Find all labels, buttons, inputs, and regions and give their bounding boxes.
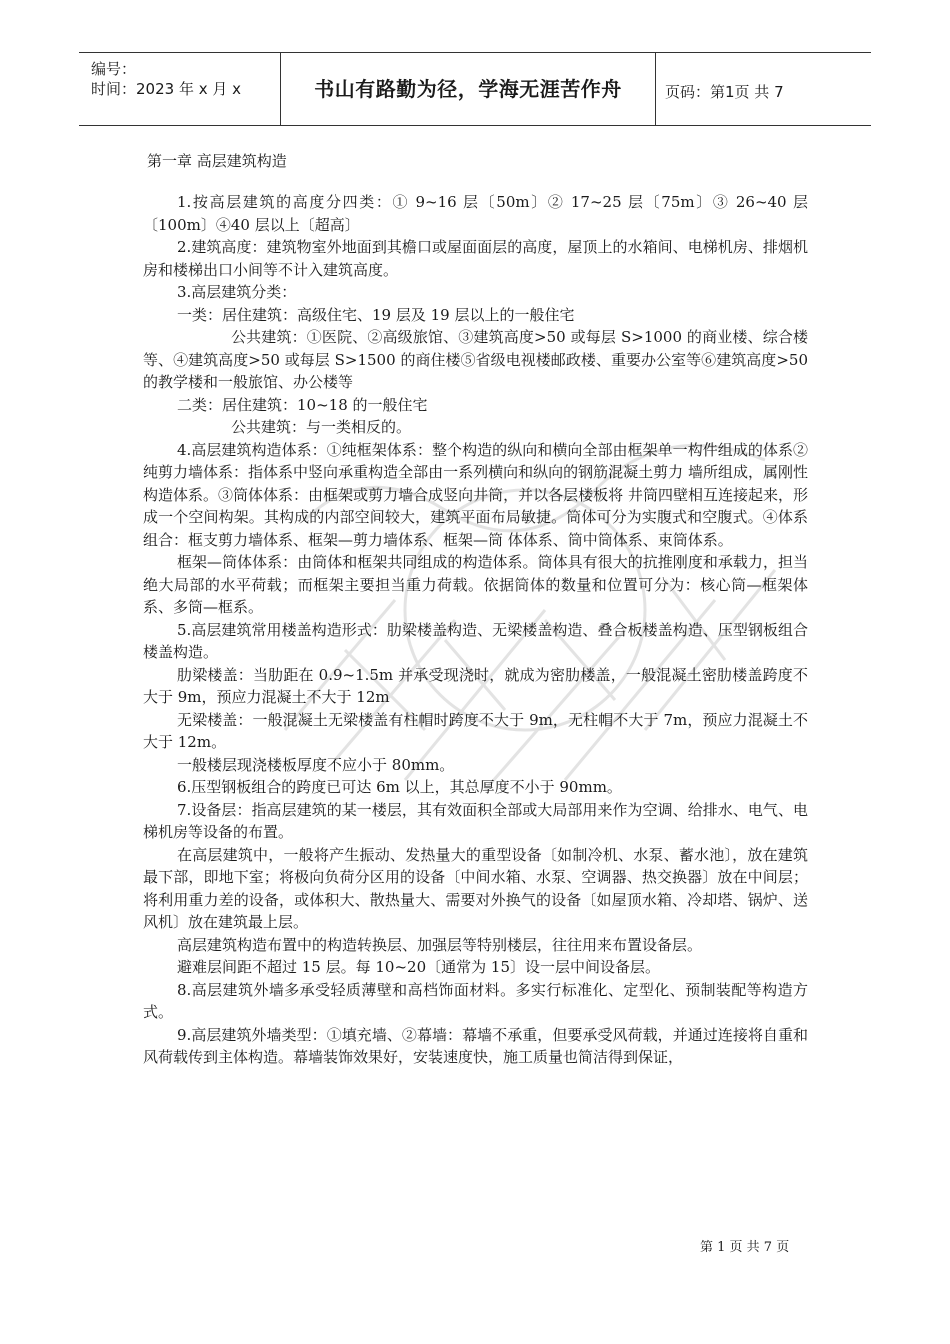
paragraph: 肋梁楼盖：当肋距在 0.9~1.5m 并承受现浇时，就成为密肋楼盖，一般混凝土密肋楼盖跨度不大于 9m，预应力混凝土不大于 12m (143, 665, 808, 706)
paragraph: 8.高层建筑外墙多承受轻质薄壁和高档饰面材料。多实行标准化、定型化、预制装配等构造方式。 (143, 980, 808, 1021)
paragraph: 避难层间距不超过 15 层。每 10~20〔通常为 15〕设一层中间设备层。 (177, 958, 660, 976)
header-meta-cell (79, 53, 281, 125)
paragraph: 4.高层建筑构造体系：①纯框架体系：整个构造的纵向和横向全部由框架单一构件组成的体系②纯剪力墙体系：指体系中竖向承重构造全部由一系列横向和纵向的钢筋混凝土剪力 墙所组成，属刚性构造体系。③筒体体系：由框架或剪力墙合成竖向井筒，并以各层楼板将 井筒四壁相互连接起来，形成一个空间构架。其构成的内部空间较大，建筑平面布局敏捷。筒体可分为实腹式和空腹式。④体系组合：框支剪力墙体系、框架—剪力墙体系、框架—筒 体体系、筒中筒体系、束筒体系。 (143, 440, 808, 549)
paragraph: 5.高层建筑常用楼盖构造形式：肋梁楼盖构造、无梁楼盖构造、叠合板楼盖构造、压型钢板组合楼盖构造。 (143, 620, 808, 661)
number-label: 编号： (91, 60, 137, 78)
paragraph: 一般楼层现浇楼板厚度不应小于 80mm。 (177, 755, 455, 774)
body-text (143, 191, 808, 1069)
paragraph: 二类：居住建筑：10~18 的一般住宅 (177, 395, 428, 414)
page-label: 页码：第1页 共 7 (665, 83, 784, 101)
time-label: 时间：2023 年 x 月 x (91, 80, 242, 98)
paragraph: 7.设备层：指高层建筑的某一楼层，其有效面积全部或大局部用来作为空调、给排水、电气、电梯机房等设备的布置。 (143, 800, 808, 841)
paragraph: 3.高层建筑分类： (177, 283, 297, 301)
document-header (79, 52, 871, 126)
header-page-cell (656, 53, 871, 125)
motto: 书山有路勤为径，学海无涯苦作舟 (314, 77, 622, 101)
chapter-title: 第一章 高层建筑构造 (147, 152, 287, 170)
paragraph: 一类：居住建筑：高级住宅、19 层及 19 层以上的一般住宅 (177, 305, 575, 324)
header-motto-cell (281, 53, 656, 125)
paragraph: 框架—筒体体系：由筒体和框架共同组成的构造体系。筒体具有很大的抗推刚度和承载力，担当绝大局部的水平荷载；而框架主要担当重力荷载。依据筒体的数量和位置可分为：核心筒—框架体系、多筒—框系。 (143, 553, 808, 616)
paragraph: 在高层建筑中，一般将产生振动、发热量大的重型设备〔如制冷机、水泵、蓄水池〕，放在建筑最下部，即地下室；将极向负荷分区用的设备〔中间水箱、水泵、空调器、热交换器〕放在中间层；将利用重力差的设备，或体积大、散热量大、需要对外换气的设备〔如屋顶水箱、冷却塔、锅炉、送风机〕放在建筑最上层。 (143, 845, 808, 931)
paragraph: 公共建筑：①医院、②高级旅馆、③建筑高度>50 或每层 S>1000 的商业楼、综合楼等、④建筑高度>50 或每层 S>1500 的商住楼⑤省级电视楼邮政楼、重要办公室等⑥建筑高度>50 的教学楼和一般旅馆、办公楼等 (143, 328, 808, 391)
page-footer: 第 1 页 共 7 页 (700, 1240, 790, 1255)
paragraph: 6.压型钢板组合的跨度已可达 6m 以上，其总厚度不小于 90mm。 (177, 778, 622, 796)
paragraph: 无梁楼盖：一般混凝土无梁楼盖有柱帽时跨度不大于 9m，无柱帽不大于 7m，预应力混凝土不大于 12m。 (143, 710, 808, 751)
paragraph: 公共建筑：与一类相反的。 (231, 418, 412, 436)
paragraph: 高层建筑构造布置中的构造转换层、加强层等特别楼层，往往用来布置设备层。 (177, 935, 703, 954)
paragraph: 1.按高层建筑的高度分四类：① 9~16 层〔50m〕② 17~25 层〔75m〕③ 26~40 层〔100m〕④40 层以上〔超高〕 (143, 193, 808, 234)
paragraph: 2.建筑高度：建筑物室外地面到其檐口或屋面面层的高度，屋顶上的水箱间、电梯机房、排烟机房和楼梯出口小间等不计入建筑高度。 (143, 238, 808, 279)
paragraph: 9.高层建筑外墙类型：①填充墙、②幕墙：幕墙不承重，但要承受风荷载，并通过连接将自重和风荷载传到主体构造。幕墙装饰效果好，安装速度快，施工质量也简洁得到保证， (143, 1025, 808, 1066)
